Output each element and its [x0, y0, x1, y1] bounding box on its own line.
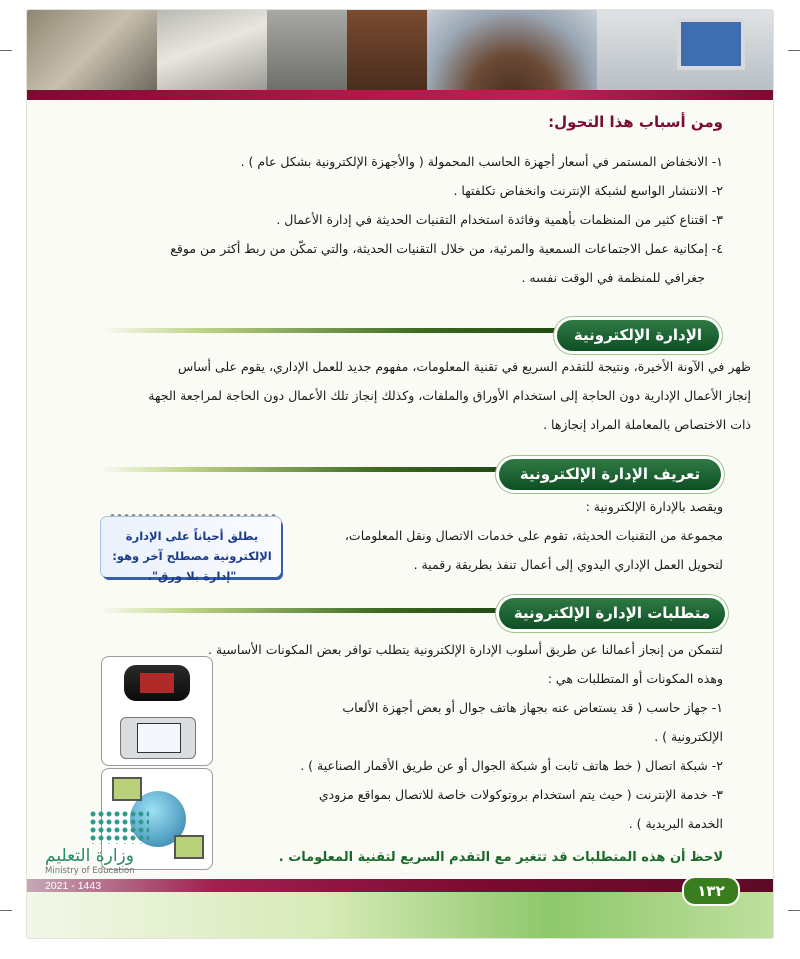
- office-photo: [27, 10, 157, 90]
- computer-icon: [112, 777, 142, 801]
- edition-year: 2021 - 1443: [45, 880, 102, 892]
- requirements-line: لتتمكن من إنجاز أعمالنا عن طريق أسلوب الإدارة الإلكترونية يتطلب توافر بعض المكونات الأساسية .: [207, 642, 723, 657]
- requirements-line: الخدمة البريدية ) .: [628, 816, 723, 831]
- eadmin-line: ظهر في الآونة الأخيرة، ونتيجة للتقدم السريع في تقنية المعلومات، مفهوم جديد للعمل الإداري، يقوم على أساس: [178, 359, 751, 374]
- keyboard-photo: [157, 10, 267, 90]
- requirements-line: الإلكترونية ) .: [654, 729, 723, 744]
- reason-item: ٣- اقتناع كثير من المنظمات بأهمية وفائدة استخدام التقنيات الحديثة في إدارة الأعمال .: [276, 212, 723, 227]
- eadmin-heading: الإدارة الإلكترونية: [557, 320, 719, 351]
- closing-note: لاحظ أن هذه المتطلبات قد تتغير مع التقدم السريع لتقنية المعلومات .: [278, 850, 723, 865]
- monitor-icon: [677, 18, 745, 70]
- eadmin-paragraph: [47, 352, 751, 439]
- ministry-logo: [45, 810, 155, 876]
- definition-heading: تعريف الإدارة الإلكترونية: [499, 459, 721, 490]
- paperless-note: [101, 512, 281, 583]
- game-console-icon: [124, 665, 190, 701]
- console-screen: [140, 673, 174, 693]
- footer-decoration: [27, 892, 773, 938]
- definition-paragraph: [283, 492, 723, 579]
- desk-photo: [267, 10, 347, 90]
- definition-line: ويقصد بالإدارة الإلكترونية :: [585, 499, 723, 514]
- crop-mark: [0, 910, 12, 911]
- definition-line: مجموعة من التقنيات الحديثة، تقوم على خدمات الاتصال ونقل المعلومات،: [344, 528, 723, 543]
- eadmin-line: إنجاز الأعمال الإدارية دون الحاجة إلى استخدام الأوراق والملفات، وكذلك إنجاز تلك الأعمال دون الحاجة لمراجعة الجهة: [148, 388, 751, 403]
- heading-bar: [99, 467, 499, 472]
- header-photo-collage: [27, 10, 773, 90]
- ministry-logo-mark: [89, 810, 149, 844]
- requirements-heading: متطلبات الإدارة الإلكترونية: [499, 598, 725, 629]
- header-strip: [27, 90, 773, 100]
- requirements-line: ٢- شبكة اتصال ( خط هاتف ثابت أو شبكة الجوال أو عن طريق الأقمار الصناعية ) .: [300, 758, 723, 773]
- reasons-title: ومن أسباب هذا التحول:: [548, 113, 723, 131]
- reasons-list: [83, 147, 723, 292]
- ministry-name-en: Ministry of Education: [45, 866, 135, 876]
- requirements-line: ١- جهاز حاسب ( قد يستعاض عنه بجهاز هاتف جوال أو بعض أجهزة الألعاب: [342, 700, 723, 715]
- ministry-name-ar: وزارة التعليم: [45, 846, 134, 866]
- requirements-line: وهذه المكونات أو المتطلبات هي :: [547, 671, 723, 686]
- heading-bar: [99, 328, 559, 333]
- reason-item: جغرافي للمنظمة في الوقت نفسه .: [521, 270, 705, 285]
- phone-screen: [137, 723, 181, 753]
- heading-bar: [99, 608, 499, 613]
- meeting-room-photo: [427, 10, 597, 90]
- reason-item: ١- الانخفاض المستمر في أسعار أجهزة الحاسب المحمولة ( والأجهزة الإلكترونية بشكل عام ) .: [240, 154, 723, 169]
- requirements-line: ٣- خدمة الإنترنت ( حيث يتم استخدام بروتوكولات خاصة للاتصال بمواقع مزودي: [318, 787, 723, 802]
- computer-photo: [597, 10, 773, 90]
- reason-item: ٤- إمكانية عمل الاجتماعات السمعية والمرئية، من خلال التقنيات الحديثة، والتي تمكّن من ربط أكثر من موقع: [170, 241, 723, 256]
- devices-image: [101, 656, 213, 766]
- phone-icon: [120, 717, 196, 759]
- footer-bar: [27, 879, 773, 892]
- page-number: ١٣٢: [682, 876, 740, 906]
- eadmin-line: ذات الاختصاص بالمعاملة المراد إنجازها .: [543, 417, 751, 432]
- bookshelf-photo: [347, 10, 427, 90]
- note-text: يطلق أحياناً على الإدارة الإلكترونية مصطلح آخر وهو: "إدارة بلا ورق".: [112, 529, 272, 583]
- computer-icon: [174, 835, 204, 859]
- crop-mark: [0, 50, 12, 51]
- reason-item: ٢- الانتشار الواسع لشبكة الإنترنت وانخفاض تكلفتها .: [453, 183, 723, 198]
- crop-mark: [788, 50, 800, 51]
- definition-line: لتحويل العمل الإداري اليدوي إلى أعمال تنفذ بطريقة رقمية .: [413, 557, 723, 572]
- crop-mark: [788, 910, 800, 911]
- textbook-page: [27, 10, 773, 938]
